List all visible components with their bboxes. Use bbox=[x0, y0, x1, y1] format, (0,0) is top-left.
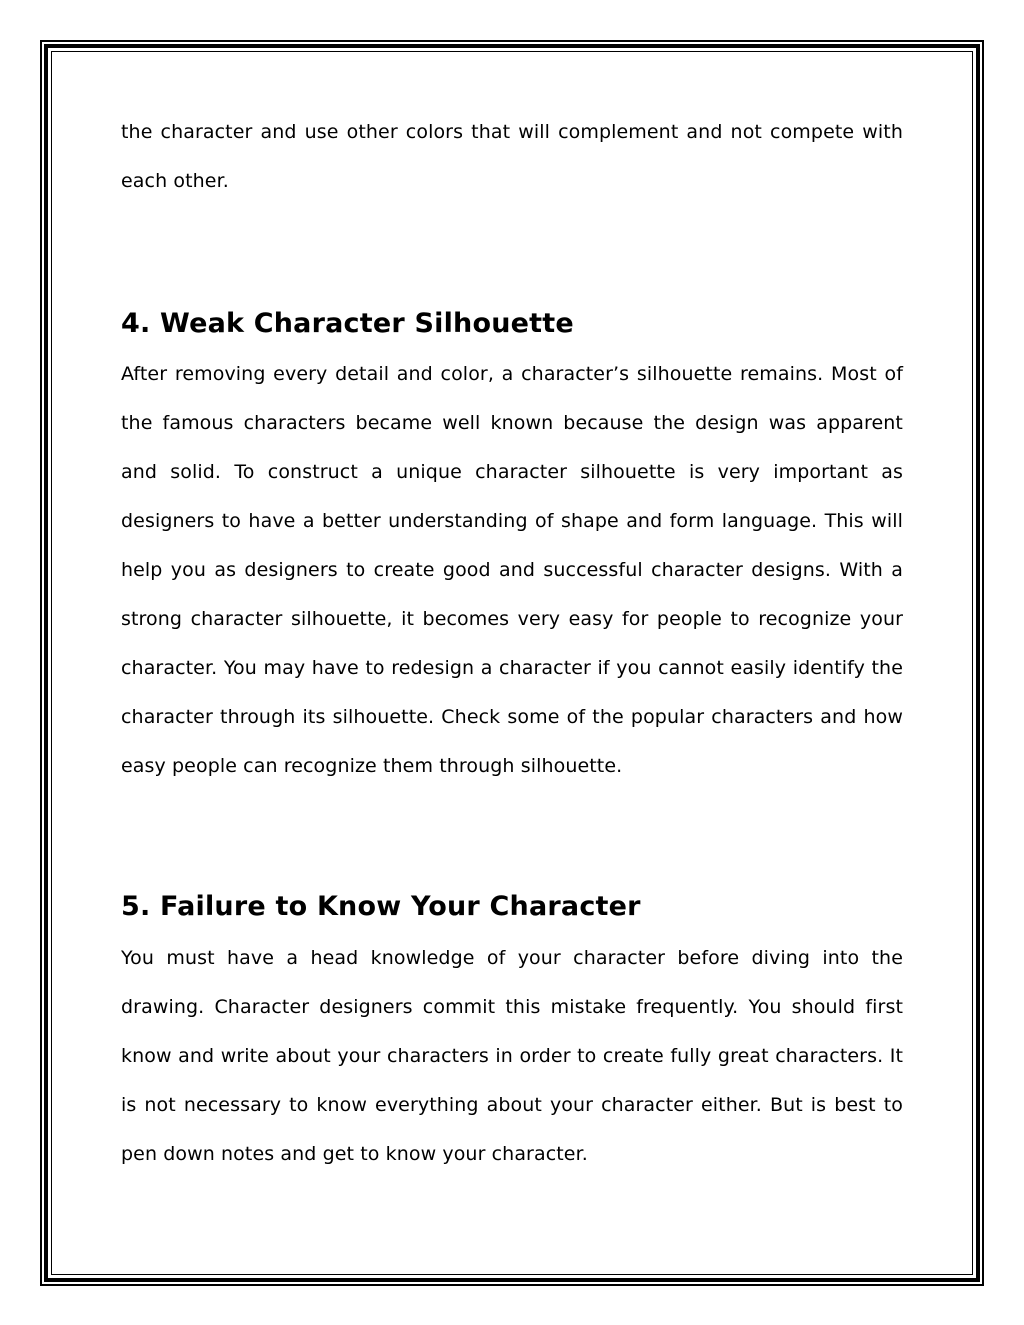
section-body-know-character: You must have a head knowledge of your character before diving into the drawing. Character designers commit this mistake frequently. You should first know and write about your characters in order to create fully great characters. It is not necessary to know everything about your character either. But is best to pen down notes and get to know your character. bbox=[121, 947, 903, 1165]
section-heading-know-character: 5. Failure to Know Your Character bbox=[121, 891, 641, 922]
section-body-weak-silhouette: After removing every detail and color, a character’s silhouette remains. Most of the famous characters became well known because the design was apparent and solid. To construct a unique character silhouette is very important as designers to have a better understanding of shape and form language. This will help you as designers to create good and successful character designs. With a strong character silhouette, it becomes very easy for people to recognize your character. You may have to redesign a character if you cannot easily identify the character through its silhouette. Check some of the popular characters and how easy people can recognize them through silhouette. bbox=[121, 363, 903, 777]
intro-paragraph: the character and use other colors that will complement and not compete with each other. bbox=[121, 121, 903, 192]
section-heading-weak-silhouette: 4. Weak Character Silhouette bbox=[121, 308, 574, 339]
